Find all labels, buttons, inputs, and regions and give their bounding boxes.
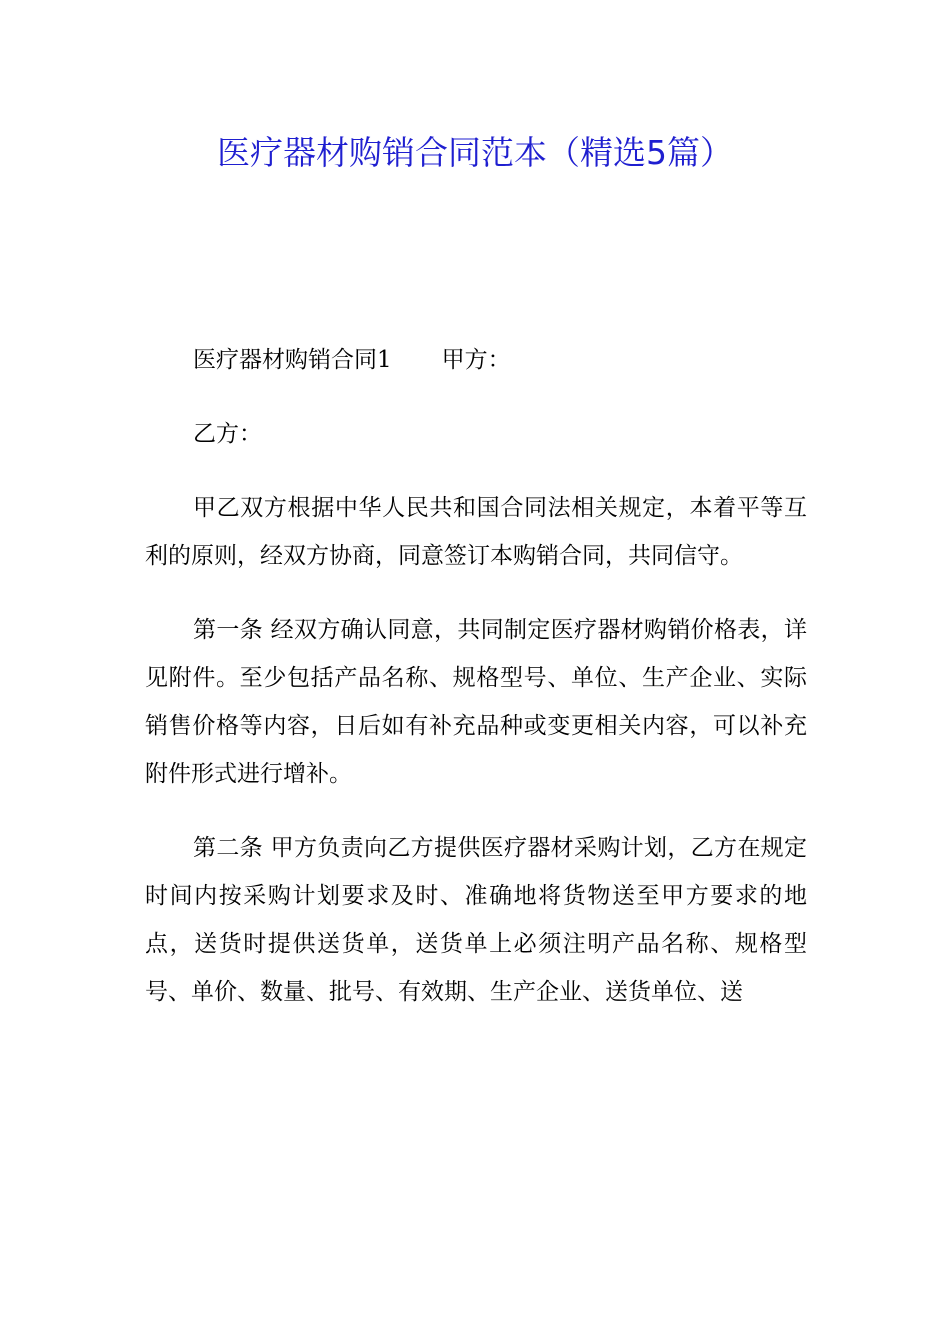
article-2-paragraph: 第二条 甲方负责向乙方提供医疗器材采购计划，乙方在规定时间内按采购计划要求及时、准确地将货物送至甲方要求的地点，送货时提供送货单，送货单上必须注明产品名称、规格型号、单价、数量、批号、有效期、生产企业、送货单位、送 <box>145 835 807 1005</box>
party-b-paragraph: 乙方： <box>193 421 262 447</box>
article-1-paragraph: 第一条 经双方确认同意，共同制定医疗器材购销价格表，详见附件。至少包括产品名称、规格型号、单位、生产企业、实际销售价格等内容，日后如有补充品种或变更相关内容，可以补充附件形式进行增补。 <box>145 617 807 787</box>
contract-name: 医疗器材购销合同1 <box>193 347 392 373</box>
document-body <box>145 336 807 1042</box>
party-a-label: 甲方： <box>441 347 511 373</box>
document-title: 医疗器材购销合同范本（精选5篇） <box>217 133 733 172</box>
heading-line <box>145 336 807 384</box>
intro-paragraph: 甲乙双方根据中华人民共和国合同法相关规定，本着平等互利的原则，经双方协商，同意签订本购销合同，共同信守。 <box>145 495 807 569</box>
